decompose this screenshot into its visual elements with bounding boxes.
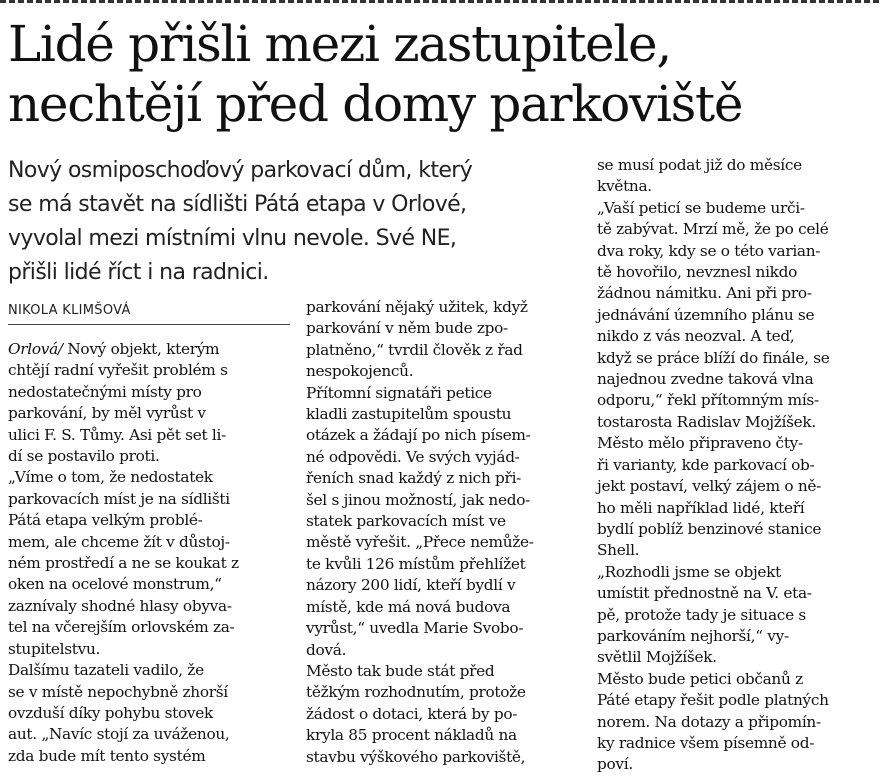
text-line: nikdo z vás neozval. A teď, xyxy=(597,327,795,346)
text-line: parkování v něm bude zpo- xyxy=(306,319,508,338)
text-line: Shell. xyxy=(597,541,640,560)
text-line: odporu,“ řekl přítomným mís- xyxy=(597,391,819,410)
article-column-1 xyxy=(8,339,292,767)
text-line: nespokojenců. xyxy=(306,362,414,381)
text-line: chtějí radní vyřešit problém s xyxy=(8,361,228,380)
text-line: zda bude mít tento systém xyxy=(8,746,206,765)
text-line: te kvůli 126 místům přehlížet xyxy=(306,554,526,573)
lead-line: vyvolal mezi místními vlnu nevole. Své NE, xyxy=(8,226,457,251)
text-line: ovzduší díky pohybu stovek xyxy=(8,703,213,722)
text-line: najednou zvedne taková vlna xyxy=(597,370,814,389)
article-column-3 xyxy=(597,155,877,776)
text-line: šel s jinou možností, jak nedo- xyxy=(306,490,531,509)
text-line: aut. „Navíc stojí za uváženou, xyxy=(8,725,230,744)
text-line: norem. Na dotazy a připomín- xyxy=(597,712,821,731)
text-line: městě vyřešit. „Přece nemůže- xyxy=(306,533,534,552)
text-line: poví. xyxy=(597,755,633,774)
text-line: jekt postaví, velký zájem o ně- xyxy=(597,477,822,496)
text-line: jednávání územního plánu se xyxy=(597,305,815,324)
text-line: stavbu výškového parkoviště, xyxy=(306,747,526,766)
text-line: dí se postavilo proti. xyxy=(8,447,160,466)
byline-rule xyxy=(8,324,290,325)
headline xyxy=(8,14,876,134)
text-line: Město mělo připraveno čty- xyxy=(597,434,803,453)
text-line: né odpovědi. Ve svých vyjád- xyxy=(306,447,520,466)
text-line: Přítomní signatáři petice xyxy=(306,383,492,402)
text-line: „Vaší peticí se budeme urči- xyxy=(597,198,805,217)
text-line: tel na včerejším orlovském za- xyxy=(8,618,235,637)
text-line xyxy=(8,339,292,360)
text-line: Pátá etapa velkým problé- xyxy=(8,511,203,530)
text-line: ři varianty, kde parkovací ob- xyxy=(597,455,815,474)
text-line: tě zabývat. Mrzí mě, že po celé xyxy=(597,220,829,239)
text-line: řeních snad každý z nich při- xyxy=(306,469,522,488)
text-line: ném prostředí a ne se koukat z xyxy=(8,554,239,573)
text-line: oken na ocelové monstrum,“ xyxy=(8,575,222,594)
text-line: parkování, by měl vyrůst v xyxy=(8,404,206,423)
text-line: statek parkovacích míst ve xyxy=(306,512,506,531)
text-line: ulici F. S. Tůmy. Asi pět set li- xyxy=(8,425,226,444)
text-line: platněno,“ tvrdil člověk z řad xyxy=(306,340,523,359)
text-line: kryla 85 procent nákladů na xyxy=(306,726,517,745)
byline-author: NIKOLA KLIMŠOVÁ xyxy=(8,303,131,318)
dateline: Orlová/ xyxy=(8,340,63,358)
text-line: parkováním nejhorší,“ vy- xyxy=(597,626,789,645)
text-line: května. xyxy=(597,177,652,196)
text-line: kladli zastupitelům spoustu xyxy=(306,405,512,424)
text-line-content: Nový objekt, kterým xyxy=(67,340,220,358)
text-line: ho měli například lidé, kteří xyxy=(597,498,805,517)
text-line: žádost o dotaci, která by po- xyxy=(306,704,518,723)
text-line: otázek a žádají po nich písem- xyxy=(306,426,531,445)
text-line: nedostatečnými místy pro xyxy=(8,382,202,401)
text-line: Město tak bude stát před xyxy=(306,661,495,680)
text-line: názory 200 lidí, kteří bydlí v xyxy=(306,576,516,595)
text-line: vyrůst,“ uvedla Marie Svobo- xyxy=(306,619,524,638)
headline-line-1: Lidé přišli mezi zastupitele, xyxy=(8,15,671,73)
text-line: zaznívaly shodné hlasy obyva- xyxy=(8,596,232,615)
text-line: tostarosta Radislav Mojžíšek. xyxy=(597,412,816,431)
text-line: světlil Mojžíšek. xyxy=(597,648,717,667)
article-column-2 xyxy=(306,297,586,768)
text-line: tě hovořilo, nevznesl nikdo xyxy=(597,263,798,282)
text-line: umístit přednostně na V. eta- xyxy=(597,584,812,603)
text-line: dva roky, kdy se o této varian- xyxy=(597,241,821,260)
text-line: těžkým rozhodnutím, protože xyxy=(306,683,526,702)
headline-line-2: nechtějí před domy parkoviště xyxy=(8,75,743,133)
text-line: dová. xyxy=(306,640,347,659)
text-line: parkovacích míst je na sídlišti xyxy=(8,489,230,508)
text-line: bydlí poblíž benzinové stanice xyxy=(597,519,822,538)
text-line: „Rozhodli jsme se objekt xyxy=(597,562,782,581)
text-line: Páté etapy řešit podle platných xyxy=(597,691,829,710)
text-line: se v místě nepochybně zhorší xyxy=(8,682,228,701)
lead-paragraph xyxy=(8,154,588,290)
text-line: se musí podat již do měsíce xyxy=(597,156,802,174)
text-line: Město bude petici občanů z xyxy=(597,669,803,688)
text-line: parkování nějaký užitek, když xyxy=(306,298,528,316)
text-line: „Víme o tom, že nedostatek xyxy=(8,468,213,487)
text-line: žádnou námitku. Ani při pro- xyxy=(597,284,812,303)
lead-line: Nový osmiposchoďový parkovací dům, který xyxy=(8,158,473,183)
top-border-rule xyxy=(0,0,880,3)
text-line: Dalšímu tazateli vadilo, že xyxy=(8,661,204,680)
text-line: stupitelstvu. xyxy=(8,639,101,658)
lead-line: se má stavět na sídlišti Pátá etapa v Orlové, xyxy=(8,192,467,217)
text-line: pě, protože tady je situace s xyxy=(597,605,806,624)
text-line: když se práce blíží do finále, se xyxy=(597,348,830,367)
text-line: místě, kde má nová budova xyxy=(306,597,511,616)
text-line: ky radnice všem písemně od- xyxy=(597,733,815,752)
lead-line: přišli lidé říct i na radnici. xyxy=(8,260,269,285)
text-line: mem, ale chceme žít v důstoj- xyxy=(8,532,230,551)
